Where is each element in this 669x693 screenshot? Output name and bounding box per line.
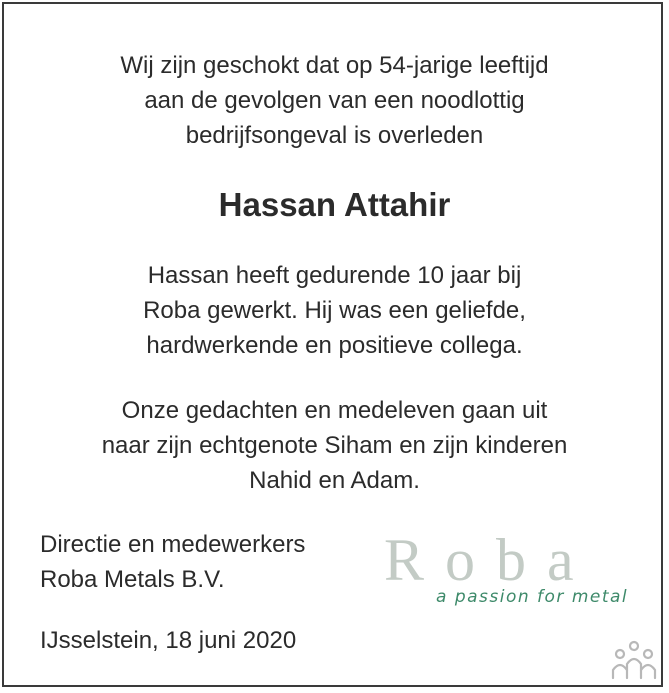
tenure-line: hardwerkende en positieve collega. <box>146 332 523 359</box>
tenure-line: Roba gewerkt. Hij was een geliefde, <box>143 297 526 324</box>
signoff-line: Roba Metals B.V. <box>40 566 225 593</box>
deceased-name: Hassan Attahir <box>218 186 451 223</box>
people-group-icon <box>610 640 658 680</box>
tenure-text <box>0 258 669 363</box>
condolence-line: naar zijn echtgenote Siham en zijn kinderen <box>101 432 568 459</box>
place-date: IJsselstein, 18 juni 2020 <box>40 627 297 654</box>
intro-line: Wij zijn geschokt dat op 54-jarige leeftijd <box>120 52 549 79</box>
condolence-line: Nahid en Adam. <box>249 467 420 494</box>
condolence-text <box>0 393 669 498</box>
condolence-line: Onze gedachten en medeleven gaan uit <box>121 397 548 424</box>
logo-wordmark: Roba <box>384 527 595 593</box>
tenure-line: Hassan heeft gedurende 10 jaar bij <box>147 262 522 289</box>
roba-logo <box>384 527 634 615</box>
intro-line: aan de gevolgen van een noodlottig <box>144 87 525 114</box>
intro-text <box>0 48 669 153</box>
signoff-line: Directie en medewerkers <box>40 531 306 558</box>
signoff <box>40 527 305 597</box>
intro-line: bedrijfsongeval is overleden <box>185 122 484 149</box>
logo-tagline: a passion for metal <box>436 587 629 607</box>
